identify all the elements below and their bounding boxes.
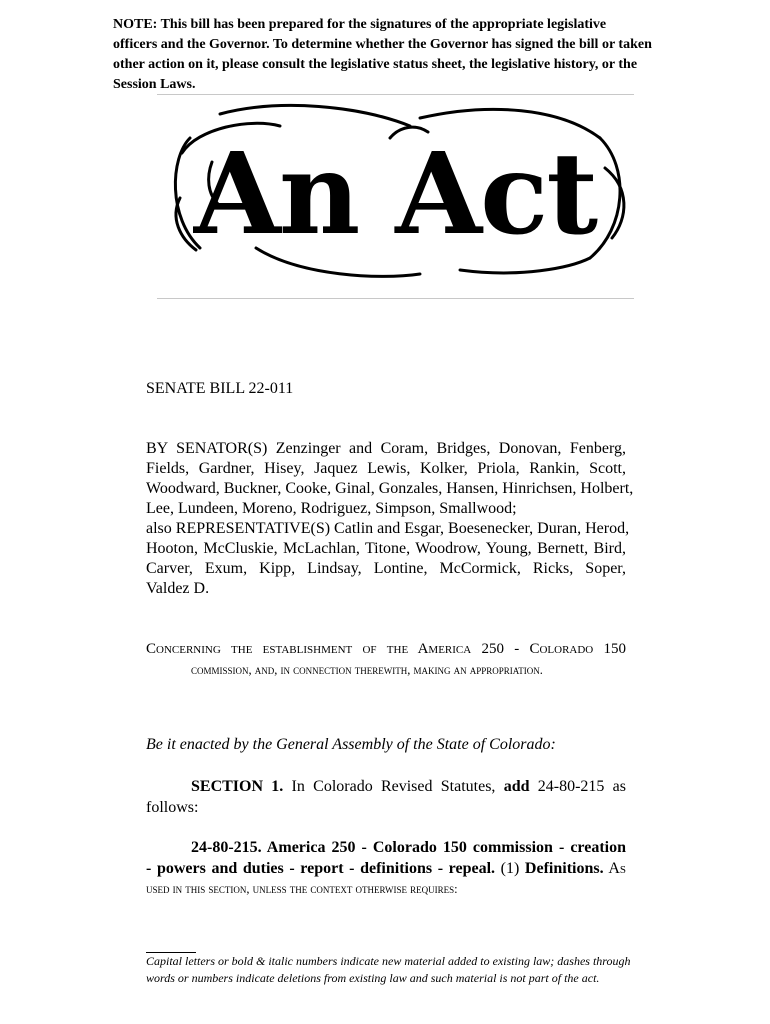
banner-bottom-rule (157, 298, 634, 299)
section-1-line2: follows: (146, 799, 199, 816)
section-1-text: In Colorado Revised Statutes, (283, 778, 504, 795)
section-1-text-cont: 24-80-215 as (529, 778, 627, 795)
signature-note: NOTE: This bill has been prepared for the signatures of the appropriate legislative officers and the Governor. To determine whether the Governor has signed the bill or taken other action on it, please consult the legislative status sheet, the legislative history, or the Session Laws. (113, 17, 652, 92)
sponsor-line: also REPRESENTATIVE(S) Catlin and Esgar, Boesenecker, Duran, Herod, (146, 520, 630, 537)
definitions-heading: Definitions. (524, 860, 604, 877)
section-215-heading-line1: 24-80-215. America 250 - Colorado 150 commission - creation (191, 839, 626, 856)
bill-title-concerning (146, 639, 626, 681)
section-1-add: add (503, 778, 530, 795)
sponsor-list (146, 439, 634, 599)
sponsor-line: Carver, Exum, Kipp, Lindsay, Lontine, McCormick, Ricks, Soper, (146, 560, 626, 577)
enacting-clause: Be it enacted by the General Assembly of the State of Colorado: (146, 736, 556, 753)
sponsor-line: BY SENATOR(S) Zenzinger and Coram, Bridges, Donovan, Fenberg, (146, 440, 626, 457)
definitions-intro: used in this section, unless the context otherwise requires: (146, 882, 458, 896)
sponsor-line: Woodward, Buckner, Cooke, Ginal, Gonzales, Hansen, Hinrichsen, Holbert, (146, 480, 634, 497)
concerning-first-line: Concerning the establishment of the America 250 - Colorado 150 (146, 641, 626, 657)
section-1 (146, 776, 626, 818)
sponsor-line: Valdez D. (146, 580, 210, 597)
section-24-80-215 (146, 837, 626, 900)
section-1-heading: SECTION 1. (191, 778, 284, 795)
section-1-line (146, 776, 626, 797)
footnote: Capital letters or bold & italic numbers indicate new material added to existing law; dashes through words or numbers indicate deletions from existing law and such material is not part of the act. (146, 954, 631, 985)
sponsor-line: Lee, Lundeen, Moreno, Rodriguez, Simpson, Smallwood; (146, 500, 517, 517)
banner-top-rule (157, 94, 634, 95)
bill-number: SENATE BILL 22-011 (146, 380, 294, 397)
an-act-flourish-graphic (160, 98, 630, 294)
definitions-as: As (603, 860, 626, 877)
section-215-heading-line2: - powers and duties - report - definitions - repeal. (146, 860, 496, 877)
sponsor-line: Fields, Gardner, Hisey, Jaquez Lewis, Kolker, Priola, Rankin, Scott, (146, 460, 626, 477)
an-act-banner (160, 98, 630, 294)
sponsor-line: Hooton, McCluskie, McLachlan, Titone, Woodrow, Young, Bernett, Bird, (146, 540, 626, 557)
section-215-heading-line2-wrap (146, 858, 626, 879)
concerning-continuation: commission, and, in connection therewith, making an appropriation. (191, 663, 543, 677)
subsection-number: (1) (495, 860, 525, 877)
an-act-title: An Act (193, 129, 597, 260)
